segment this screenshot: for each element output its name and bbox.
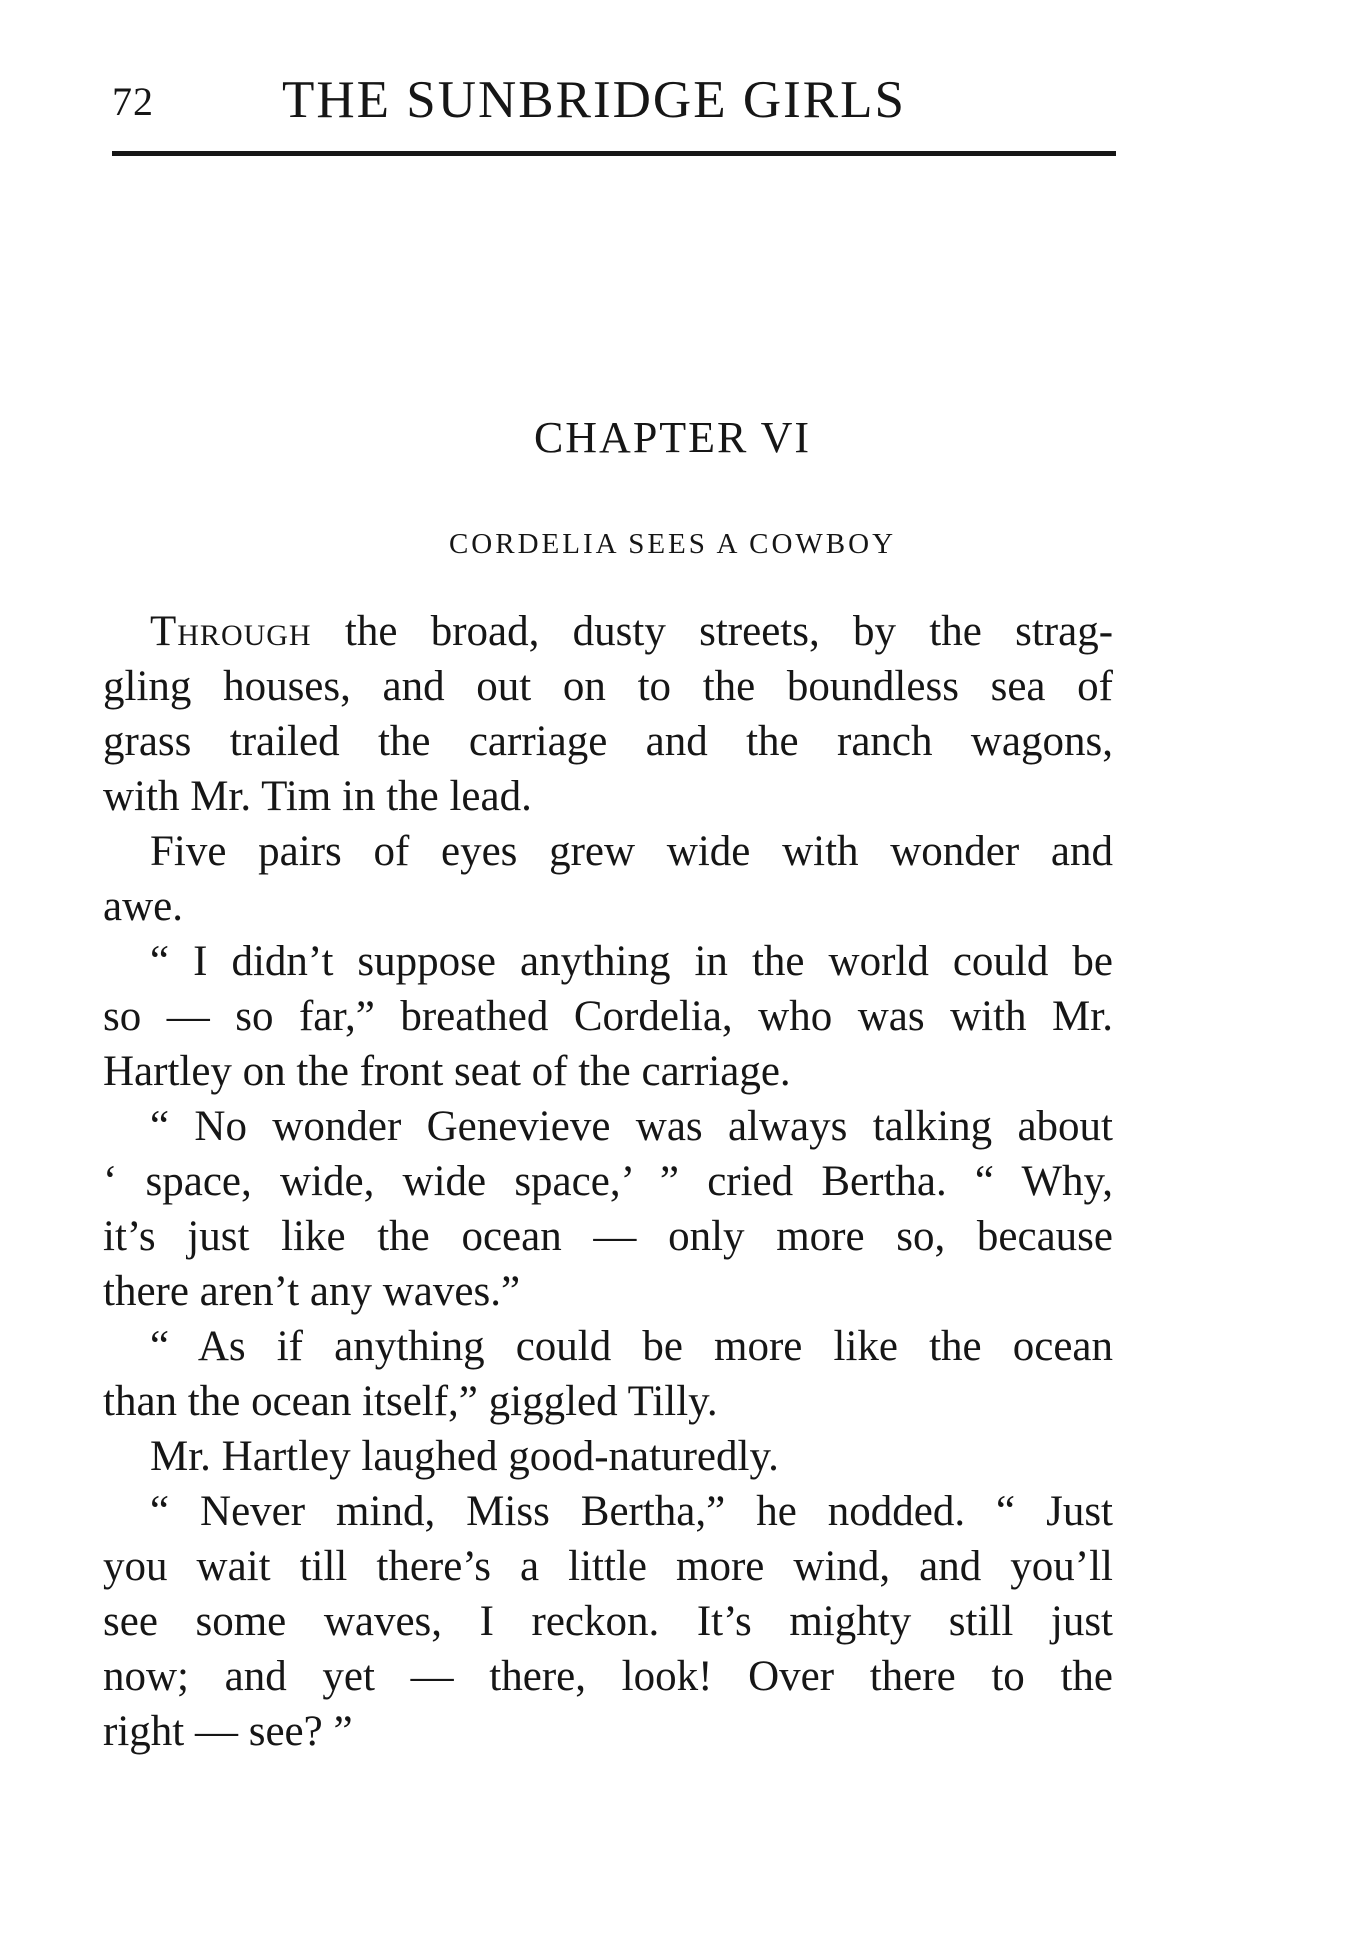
text-line [103,604,1113,659]
paragraph-1 [103,604,1113,824]
text-line: you wait till there’s a little more wind, and you’ll [103,1543,1113,1590]
text-line: awe. [103,883,183,930]
text-line: grass trailed the carriage and the ranch wagons, [103,718,1113,765]
paragraph-4 [103,1099,1113,1319]
paragraph-7 [103,1484,1113,1759]
page-number: 72 [112,79,154,124]
chapter-title: CORDELIA SEES A COWBOY [448,528,897,560]
paragraph-2 [103,824,1113,934]
text-line-content: the broad, dusty streets, by the strag- [344,608,1114,655]
book-title: THE SUNBRIDGE GIRLS [282,71,906,129]
text-line: Hartley on the front seat of the carriage. [103,1048,791,1095]
text-line: see some waves, I reckon. It’s mighty still just [103,1598,1113,1645]
text-line: it’s just like the ocean — only more so, because [103,1213,1113,1260]
text-line: so — so far,” breathed Cordelia, who was with Mr. [103,993,1113,1040]
text-line: now; and yet — there, look! Over there to the [103,1653,1113,1700]
text-line: Five pairs of eyes grew wide with wonder and [150,828,1113,875]
text-line: there aren’t any waves.” [103,1268,521,1315]
text-line: gling houses, and out on to the boundless sea of [103,663,1113,710]
text-line: than the ocean itself,” giggled Tilly. [103,1378,718,1425]
text-line: ‘ space, wide, wide space,’ ” cried Bertha. “ Why, [103,1158,1113,1205]
chapter-body [103,604,1113,1759]
text-line: “ I didn’t suppose anything in the world could be [150,938,1113,985]
paragraph-5 [103,1319,1113,1429]
running-head [112,70,1116,140]
paragraph-3 [103,934,1113,1099]
text-line: with Mr. Tim in the lead. [103,773,532,820]
text-line: “ Never mind, Miss Bertha,” he nodded. “ Just [150,1488,1113,1535]
chapter-number: CHAPTER VI [533,413,812,462]
header-rule [112,151,1116,156]
text-line: right — see? ” [103,1708,353,1755]
text-line: “ No wonder Genevieve was always talking about [150,1103,1113,1150]
text-line: Mr. Hartley laughed good-naturedly. [150,1433,779,1480]
text-line: “ As if anything could be more like the ocean [150,1323,1113,1370]
paragraph-6 [103,1429,1113,1484]
opening-word: Through [150,608,312,655]
